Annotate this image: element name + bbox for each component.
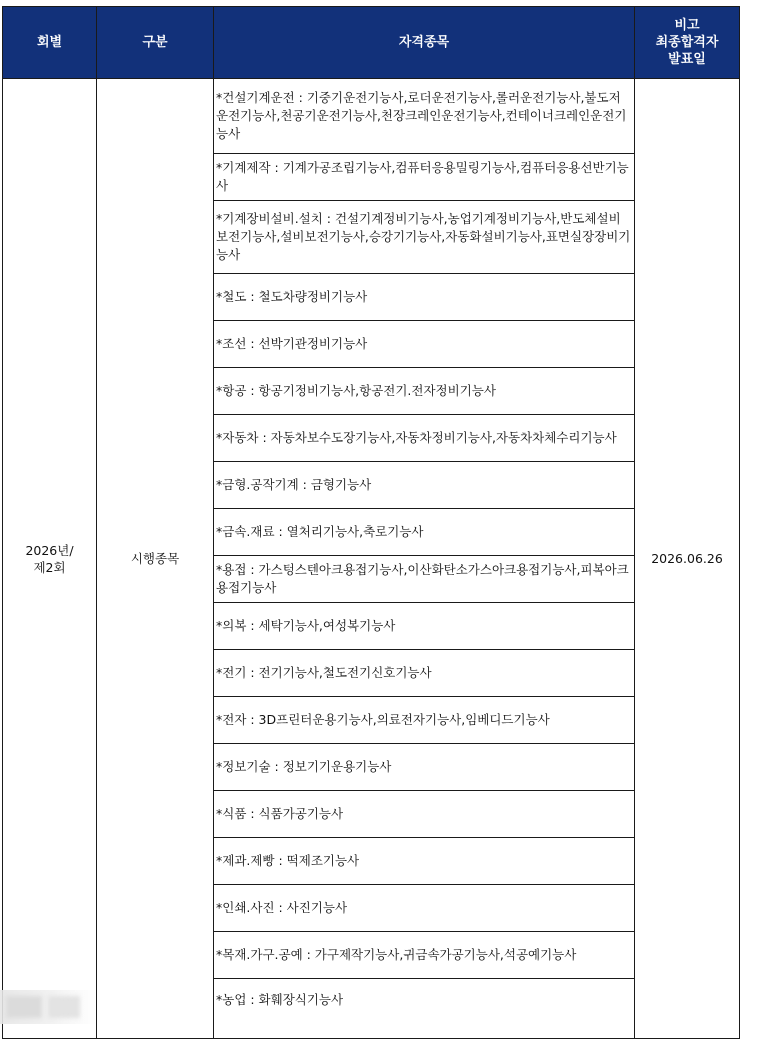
qualification-item: *의복 : 세탁기능사,여성복기능사 bbox=[214, 603, 635, 650]
header-note-line3: 발표일 bbox=[668, 52, 706, 67]
header-qualification: 자격종목 bbox=[214, 7, 635, 79]
qualification-item: *농업 : 화훼장식기능사 bbox=[214, 979, 635, 1039]
qualification-item: *제과.제빵 : 떡제조기능사 bbox=[214, 838, 635, 885]
round-year: 2026년/ bbox=[25, 542, 74, 558]
qualification-item: *철도 : 철도차량정비기능사 bbox=[214, 274, 635, 321]
header-note-line1: 비고 bbox=[674, 18, 700, 33]
qualification-item: *기계제작 : 기계가공조립기능사,컴퓨터응용밀링기능사,컴퓨터응용선반기능사 bbox=[214, 154, 635, 201]
table-row bbox=[3, 79, 740, 154]
qualification-item: *자동차 : 자동차보수도장기능사,자동차정비기능사,자동차차체수리기능사 bbox=[214, 415, 635, 462]
round-number: 제2회 bbox=[33, 559, 66, 575]
qualification-item: *조선 : 선박기관정비기능사 bbox=[214, 321, 635, 368]
qualification-item: *기계장비설비.설치 : 건설기계정비기능사,농업기계정비기능사,반도체설비보전기능사,설비보전기능사,승강기기능사,자동화설비기능사,표면실장장비기능사 bbox=[214, 201, 635, 274]
qualification-item: *금속.재료 : 열처리기능사,축로기능사 bbox=[214, 509, 635, 556]
qualification-item: *정보기술 : 정보기기운용기능사 bbox=[214, 744, 635, 791]
qualification-item: *식품 : 식품가공기능사 bbox=[214, 791, 635, 838]
qualification-item: *인쇄.사진 : 사진기능사 bbox=[214, 885, 635, 932]
qualification-item: *목재.가구.공예 : 가구제작기능사,귀금속가공기능사,석공예기능사 bbox=[214, 932, 635, 979]
category-cell: 시행종목 bbox=[97, 79, 214, 1039]
qualification-item: *전기 : 전기기능사,철도전기신호기능사 bbox=[214, 650, 635, 697]
qualification-item: *금형.공작기계 : 금형기능사 bbox=[214, 462, 635, 509]
header-note bbox=[635, 7, 740, 79]
header-row bbox=[3, 7, 740, 79]
qualification-item: *전자 : 3D프린터운용기능사,의료전자기능사,임베디드기능사 bbox=[214, 697, 635, 744]
exam-schedule-table bbox=[2, 6, 740, 1039]
header-round: 회별 bbox=[3, 7, 97, 79]
announcement-date-cell: 2026.06.26 bbox=[635, 79, 740, 1039]
header-note-line2: 최종합격자 bbox=[655, 35, 719, 50]
header-category: 구분 bbox=[97, 7, 214, 79]
qualification-item: *용접 : 가스텅스텐아크용접기능사,이산화탄소가스아크용접기능사,피복아크용접기능사 bbox=[214, 556, 635, 603]
qualification-item: *항공 : 항공기정비기능사,항공전기.전자정비기능사 bbox=[214, 368, 635, 415]
round-cell bbox=[3, 79, 97, 1039]
qualification-item: *건설기계운전 : 기중기운전기능사,로더운전기능사,롤러운전기능사,불도저운전기능사,천공기운전기능사,천장크레인운전기능사,컨테이너크레인운전기능사 bbox=[214, 79, 635, 154]
watermark-logo bbox=[0, 990, 95, 1024]
